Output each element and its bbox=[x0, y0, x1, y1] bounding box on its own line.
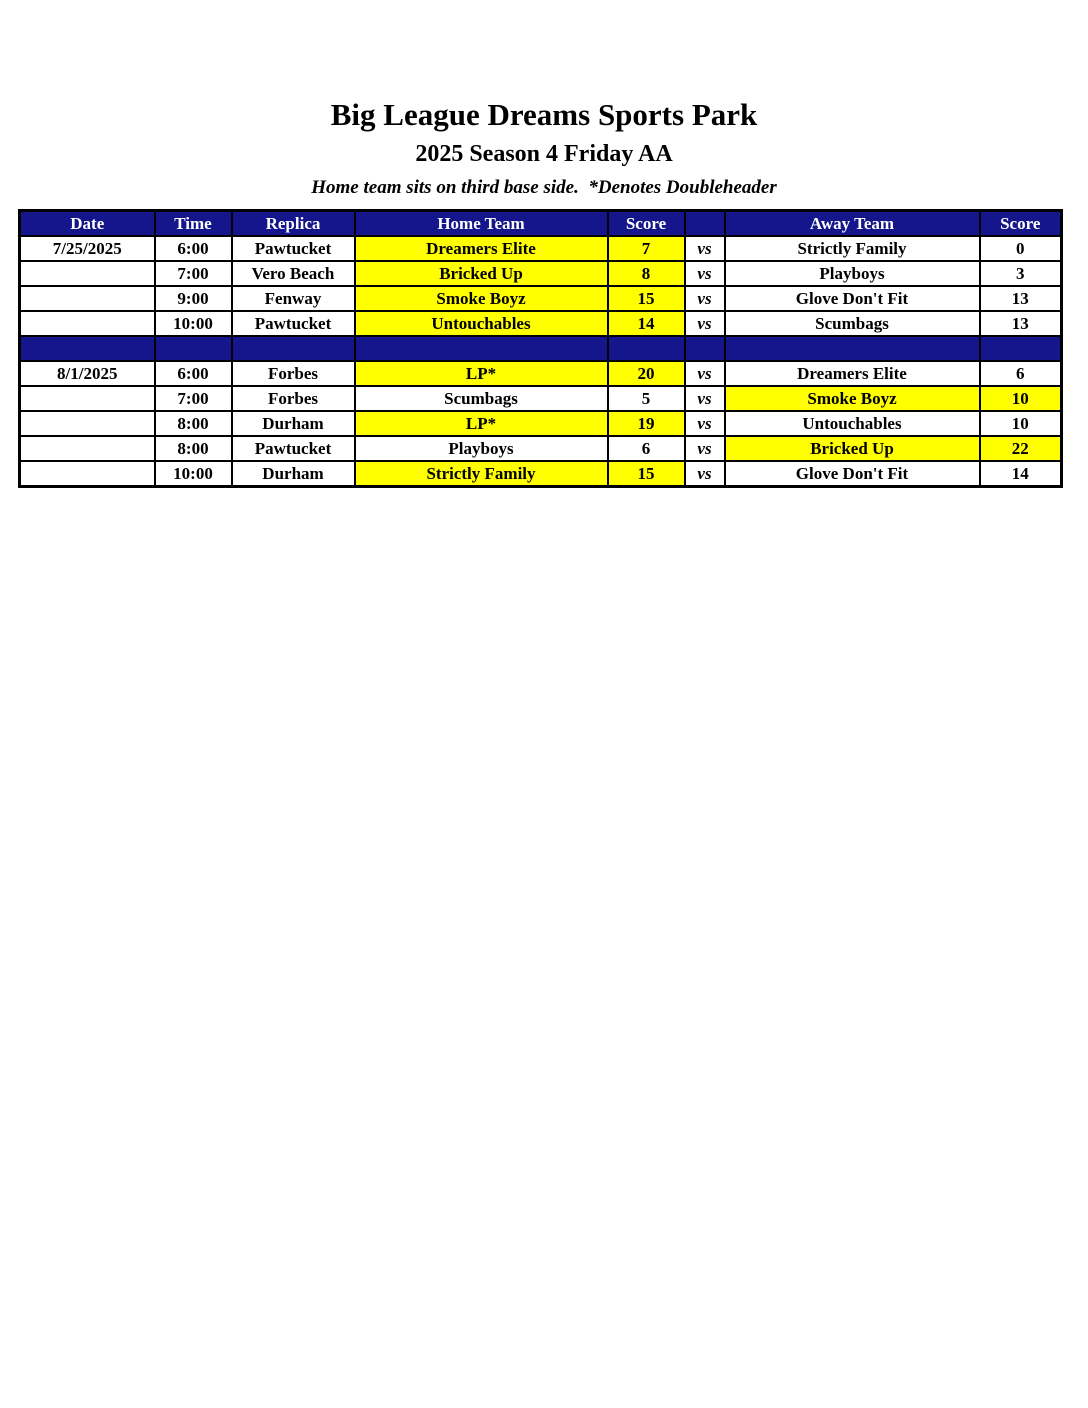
vs-cell: vs bbox=[685, 286, 725, 311]
separator-cell bbox=[980, 336, 1062, 361]
away-team-cell: Bricked Up bbox=[725, 436, 980, 461]
date-cell: 7/25/2025 bbox=[20, 236, 155, 261]
home-team-cell: Smoke Boyz bbox=[355, 286, 608, 311]
home-score-cell: 7 bbox=[608, 236, 685, 261]
separator-cell bbox=[355, 336, 608, 361]
home-team-cell: LP* bbox=[355, 411, 608, 436]
home-score-cell: 20 bbox=[608, 361, 685, 386]
home-score-cell: 8 bbox=[608, 261, 685, 286]
time-cell: 6:00 bbox=[155, 361, 232, 386]
home-team-cell: Bricked Up bbox=[355, 261, 608, 286]
home-team-cell: Playboys bbox=[355, 436, 608, 461]
separator-cell bbox=[685, 336, 725, 361]
home-score-cell: 15 bbox=[608, 286, 685, 311]
home-score-cell: 15 bbox=[608, 461, 685, 487]
game-row bbox=[20, 311, 1062, 336]
game-row bbox=[20, 361, 1062, 386]
date-cell: 8/1/2025 bbox=[20, 361, 155, 386]
replica-cell: Durham bbox=[232, 411, 355, 436]
away-team-cell: Playboys bbox=[725, 261, 980, 286]
replica-cell: Pawtucket bbox=[232, 236, 355, 261]
separator-cell bbox=[20, 336, 155, 361]
heading-block bbox=[0, 96, 1088, 200]
header-away-score: Score bbox=[980, 211, 1062, 237]
vs-cell: vs bbox=[685, 461, 725, 487]
away-team-cell: Glove Don't Fit bbox=[725, 286, 980, 311]
home-team-cell: Dreamers Elite bbox=[355, 236, 608, 261]
header-date: Date bbox=[20, 211, 155, 237]
away-score-cell: 3 bbox=[980, 261, 1062, 286]
away-score-cell: 13 bbox=[980, 286, 1062, 311]
header-replica: Replica bbox=[232, 211, 355, 237]
header-home-team: Home Team bbox=[355, 211, 608, 237]
replica-cell: Pawtucket bbox=[232, 311, 355, 336]
away-score-cell: 14 bbox=[980, 461, 1062, 487]
game-row bbox=[20, 436, 1062, 461]
page-subtitle: 2025 Season 4 Friday AA bbox=[415, 141, 673, 167]
date-cell bbox=[20, 311, 155, 336]
page-title: Big League Dreams Sports Park bbox=[330, 97, 758, 132]
away-score-cell: 10 bbox=[980, 386, 1062, 411]
date-cell bbox=[20, 411, 155, 436]
header-away-team: Away Team bbox=[725, 211, 980, 237]
header-vs bbox=[685, 211, 725, 237]
replica-cell: Fenway bbox=[232, 286, 355, 311]
time-cell: 7:00 bbox=[155, 261, 232, 286]
separator-row bbox=[20, 336, 1062, 361]
time-cell: 8:00 bbox=[155, 436, 232, 461]
vs-cell: vs bbox=[685, 436, 725, 461]
home-team-cell: Untouchables bbox=[355, 311, 608, 336]
replica-cell: Forbes bbox=[232, 386, 355, 411]
date-cell bbox=[20, 261, 155, 286]
schedule-table-body bbox=[20, 236, 1062, 487]
away-score-cell: 6 bbox=[980, 361, 1062, 386]
time-cell: 9:00 bbox=[155, 286, 232, 311]
time-cell: 10:00 bbox=[155, 461, 232, 487]
date-cell bbox=[20, 461, 155, 487]
time-cell: 10:00 bbox=[155, 311, 232, 336]
date-cell bbox=[20, 436, 155, 461]
time-cell: 6:00 bbox=[155, 236, 232, 261]
away-team-cell: Scumbags bbox=[725, 311, 980, 336]
date-cell bbox=[20, 386, 155, 411]
vs-cell: vs bbox=[685, 261, 725, 286]
replica-cell: Pawtucket bbox=[232, 436, 355, 461]
header-time: Time bbox=[155, 211, 232, 237]
header-home-score: Score bbox=[608, 211, 685, 237]
away-score-cell: 13 bbox=[980, 311, 1062, 336]
game-row bbox=[20, 461, 1062, 487]
game-row bbox=[20, 386, 1062, 411]
away-team-cell: Dreamers Elite bbox=[725, 361, 980, 386]
away-score-cell: 22 bbox=[980, 436, 1062, 461]
vs-cell: vs bbox=[685, 236, 725, 261]
home-team-cell: Scumbags bbox=[355, 386, 608, 411]
home-score-cell: 19 bbox=[608, 411, 685, 436]
separator-cell bbox=[725, 336, 980, 361]
separator-cell bbox=[155, 336, 232, 361]
separator-cell bbox=[232, 336, 355, 361]
away-team-cell: Smoke Boyz bbox=[725, 386, 980, 411]
home-score-cell: 6 bbox=[608, 436, 685, 461]
game-row bbox=[20, 261, 1062, 286]
schedule-table bbox=[18, 209, 1063, 488]
replica-cell: Vero Beach bbox=[232, 261, 355, 286]
away-score-cell: 0 bbox=[980, 236, 1062, 261]
game-row bbox=[20, 236, 1062, 261]
separator-cell bbox=[608, 336, 685, 361]
header-row bbox=[20, 211, 1062, 237]
vs-cell: vs bbox=[685, 361, 725, 386]
away-team-cell: Strictly Family bbox=[725, 236, 980, 261]
game-row bbox=[20, 286, 1062, 311]
time-cell: 7:00 bbox=[155, 386, 232, 411]
vs-cell: vs bbox=[685, 311, 725, 336]
replica-cell: Durham bbox=[232, 461, 355, 487]
replica-cell: Forbes bbox=[232, 361, 355, 386]
time-cell: 8:00 bbox=[155, 411, 232, 436]
date-cell bbox=[20, 286, 155, 311]
away-team-cell: Glove Don't Fit bbox=[725, 461, 980, 487]
home-team-cell: LP* bbox=[355, 361, 608, 386]
home-team-cell: Strictly Family bbox=[355, 461, 608, 487]
away-score-cell: 10 bbox=[980, 411, 1062, 436]
vs-cell: vs bbox=[685, 386, 725, 411]
vs-cell: vs bbox=[685, 411, 725, 436]
home-score-cell: 5 bbox=[608, 386, 685, 411]
page-note: Home team sits on third base side. *Denotes Doubleheader bbox=[311, 177, 777, 198]
away-team-cell: Untouchables bbox=[725, 411, 980, 436]
home-score-cell: 14 bbox=[608, 311, 685, 336]
game-row bbox=[20, 411, 1062, 436]
